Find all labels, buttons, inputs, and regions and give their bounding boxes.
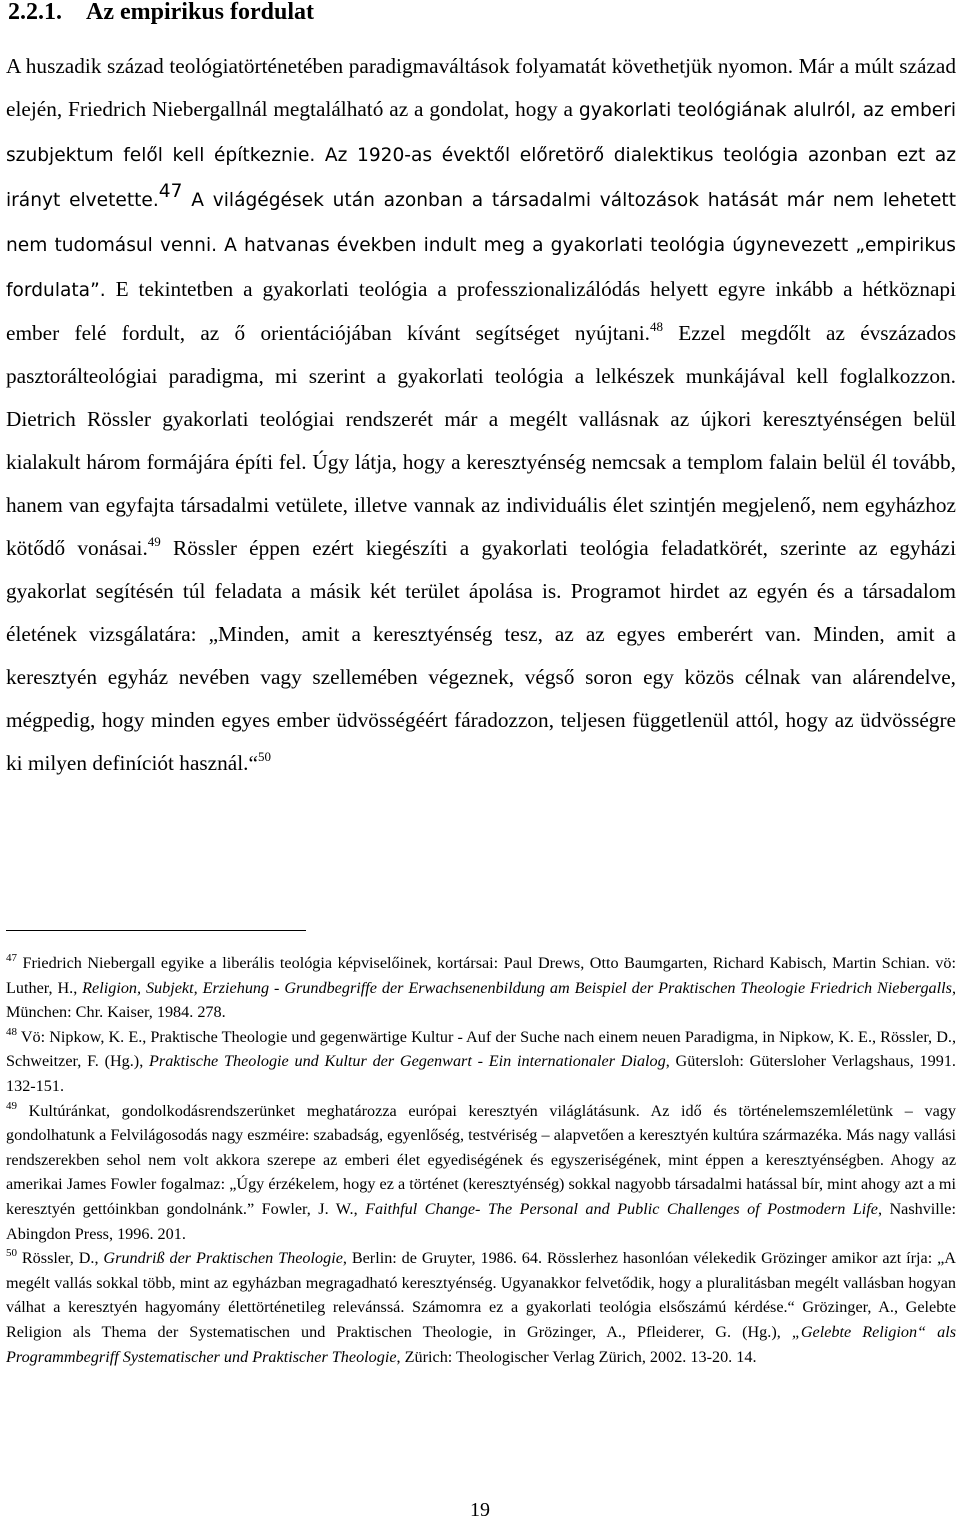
footnote-separator <box>6 930 306 931</box>
footnote-49 <box>6 1099 956 1247</box>
footnote-ref-50[interactable]: 50 <box>257 748 271 764</box>
section-number: 2.2.1. <box>8 0 62 25</box>
footnote-text: Kultúránkat, gondolkodásrendszerünket meghatározza európai keresztyén világlátásunk. Az idő és történelemszemléletünk – vagy gondolhatunk a Felvilágosodás nagy eszméire: szabadság, egyenlőség, testvériség – alapvetően a keresztyén kultúra származéka. Más nagy vallási rendszerekben sehol nem volt akkora szerepe az emberi élet egyediségének és egyszeriségének, mint éppen a keresztyénségben. Ahogy az amerikai James Fowler fogalmaz: „Úgy érzékelem, hogy ez a történet (keresztyénség) sokkal nagyobb társadalmi hatással bír, mint ahogy azt a mi keresztyén gettóinkban gondolnánk.” Fowler, J. W., <box>6 1101 956 1218</box>
body-paragraph <box>6 45 956 784</box>
body-text-4: E tekintetben a gyakorlati teológia a professzionalizálódás helyett egyre inkább a hétköznapi ember felé fordult, az ő orientációjában kívánt segítséget nyújtani. <box>6 276 956 346</box>
footnote-text: Vö: Nipkow, K. E., Praktische Theologie und gegenwärtige Kultur - Auf der Suche nach einem neuen Paradigma, in Nipkow, K. E., Rössler, D., Schweitzer, F. (Hg.), <box>6 1027 956 1071</box>
footnote-number: 49 <box>6 1099 17 1112</box>
footnote-title: Praktische Theologie und Kultur der Gegenwart - Ein internationaler Dialog <box>149 1052 666 1071</box>
page-number: 19 <box>470 1499 490 1521</box>
body-text-1: A huszadik század teológiatörténetében paradigmaváltások folyamatát követhetjük nyomon. Már a múlt század elején, Friedrich Niebergallnál megtalálható az a gondolat, hogy a <box>6 54 956 121</box>
body-text-6: Rössler éppen ezért kiegészíti a gyakorlati teológia feladatkörét, szerinte az egyházi gyakorlat segítésén túl feladata a másik két terület ápolása is. Programot hirdet az egyén és a társadalom életének vizsgálatára: „Minden, amit a keresztyénség tesz, az az egyes emberért van. Minden, amit a keresztyén egyház nevében vagy szellemében végeznek, végső soron egy közös célnak van alárendelve, mégpedig, hogy minden egyes ember üdvösségéért fáradozzon, teljesen függetlenül attól, hogy az üdvösségre ki milyen definíciót használ.“ <box>6 535 956 775</box>
footnote-text: , Zürich: Theologischer Verlag Zürich, 2002. 13-20. 14. <box>396 1347 757 1366</box>
section-heading <box>8 0 314 28</box>
footnote-ref-47[interactable]: 47 <box>158 180 183 202</box>
footnote-text: Friedrich Niebergall egyike a liberális teológia képviselőinek, kortársai: Paul Drews, Otto Baumgarten, Richard Kabisch, Martin Schian. vö: Luther, H., <box>6 954 956 997</box>
footnote-title: Grundriß der Praktischen Theologie <box>103 1249 343 1268</box>
footnote-number: 47 <box>6 952 17 964</box>
footnote-text: , München: Chr. Kaiser, 1984. 278. <box>6 978 956 1022</box>
footnote-text: , Gütersloh: Gütersloher Verlagshaus, 1991. 132-151. <box>6 1052 956 1095</box>
footnote-text: Rössler, D., <box>17 1249 104 1268</box>
body-text-5: Ezzel megdőlt az évszázados pasztorálteológiai paradigma, mi szerint a gyakorlati teológia a lelkészek munkájával kell foglalkozzon. Dietrich Rössler gyakorlati teológiai rendszerét már a megélt vallásnak az újkori keresztyénségen belül kialakult három formájára építi fel. Úgy látja, hogy a keresztyénség nemcsak a templom falain belül él tovább, hanem van egyfajta társadalmi vetülete, illetve vannak az individuális élet szintjén megjelenő, nem egyházhoz kötődő vonásai. <box>6 321 956 560</box>
footnote-title: Religion, Subjekt, Erziehung - Grundbegriffe der Erwachsenenbildung am Beispiel der Praktischen Theologie Friedrich Niebergalls <box>82 978 952 997</box>
body-text-3: A világégések után azonban a társadalmi változások hatását már nem lehetett nem tudomásul venni. A hatvanas években indult meg a gyakorlati teológia úgynevezett „empirikus fordulata”. <box>6 189 956 301</box>
footnote-title: Faithful Change- The Personal and Public Challenges of Postmodern Life <box>365 1199 878 1218</box>
footnote-text: , Berlin: de Gruyter, 1986. 64. Rösslerhez hasonlóan vélekedik Grözinger amikor azt írja: „A megélt vallás sokkal több, mint az egyházban megragadható keresztyénség. Ugyanakkor felvetődik, hogy a pluralitásban megélt vallásban hogyan válhat a keresztyén hagyomány élettörténetileg relevánssá. Számomra ez a gyakorlati teológia elsőszámú kérdése.“ Grözinger, A., Gelebte Religion als Thema der Systematischen und Praktischen Theologie, in Grözinger, A., Pfleiderer, G. (Hg.), <box>6 1249 956 1341</box>
footnotes <box>6 951 956 1369</box>
section-title: Az empirikus fordulat <box>86 0 314 25</box>
footnote-48 <box>6 1025 956 1099</box>
footnote-number: 50 <box>6 1247 17 1260</box>
footnote-ref-48[interactable]: 48 <box>650 319 663 335</box>
footnote-50 <box>6 1246 956 1369</box>
footnote-text: , Nashville: Abingdon Press, 1996. 201. <box>6 1199 956 1243</box>
footnote-47 <box>6 951 956 1025</box>
footnote-ref-49[interactable]: 49 <box>147 533 161 549</box>
footnote-title: „Gelebte Religion“ als Programmbegriff Systematischer und Praktischer Theologie <box>6 1322 956 1366</box>
body-text-2: gyakorlati teológiának alulról, az emberi szubjektum felől kell építkeznie. Az 1920-as évektől előretörő dialektikus teológia azonban ezt az irányt elvetette. <box>6 99 957 211</box>
footnote-number: 48 <box>6 1025 17 1038</box>
